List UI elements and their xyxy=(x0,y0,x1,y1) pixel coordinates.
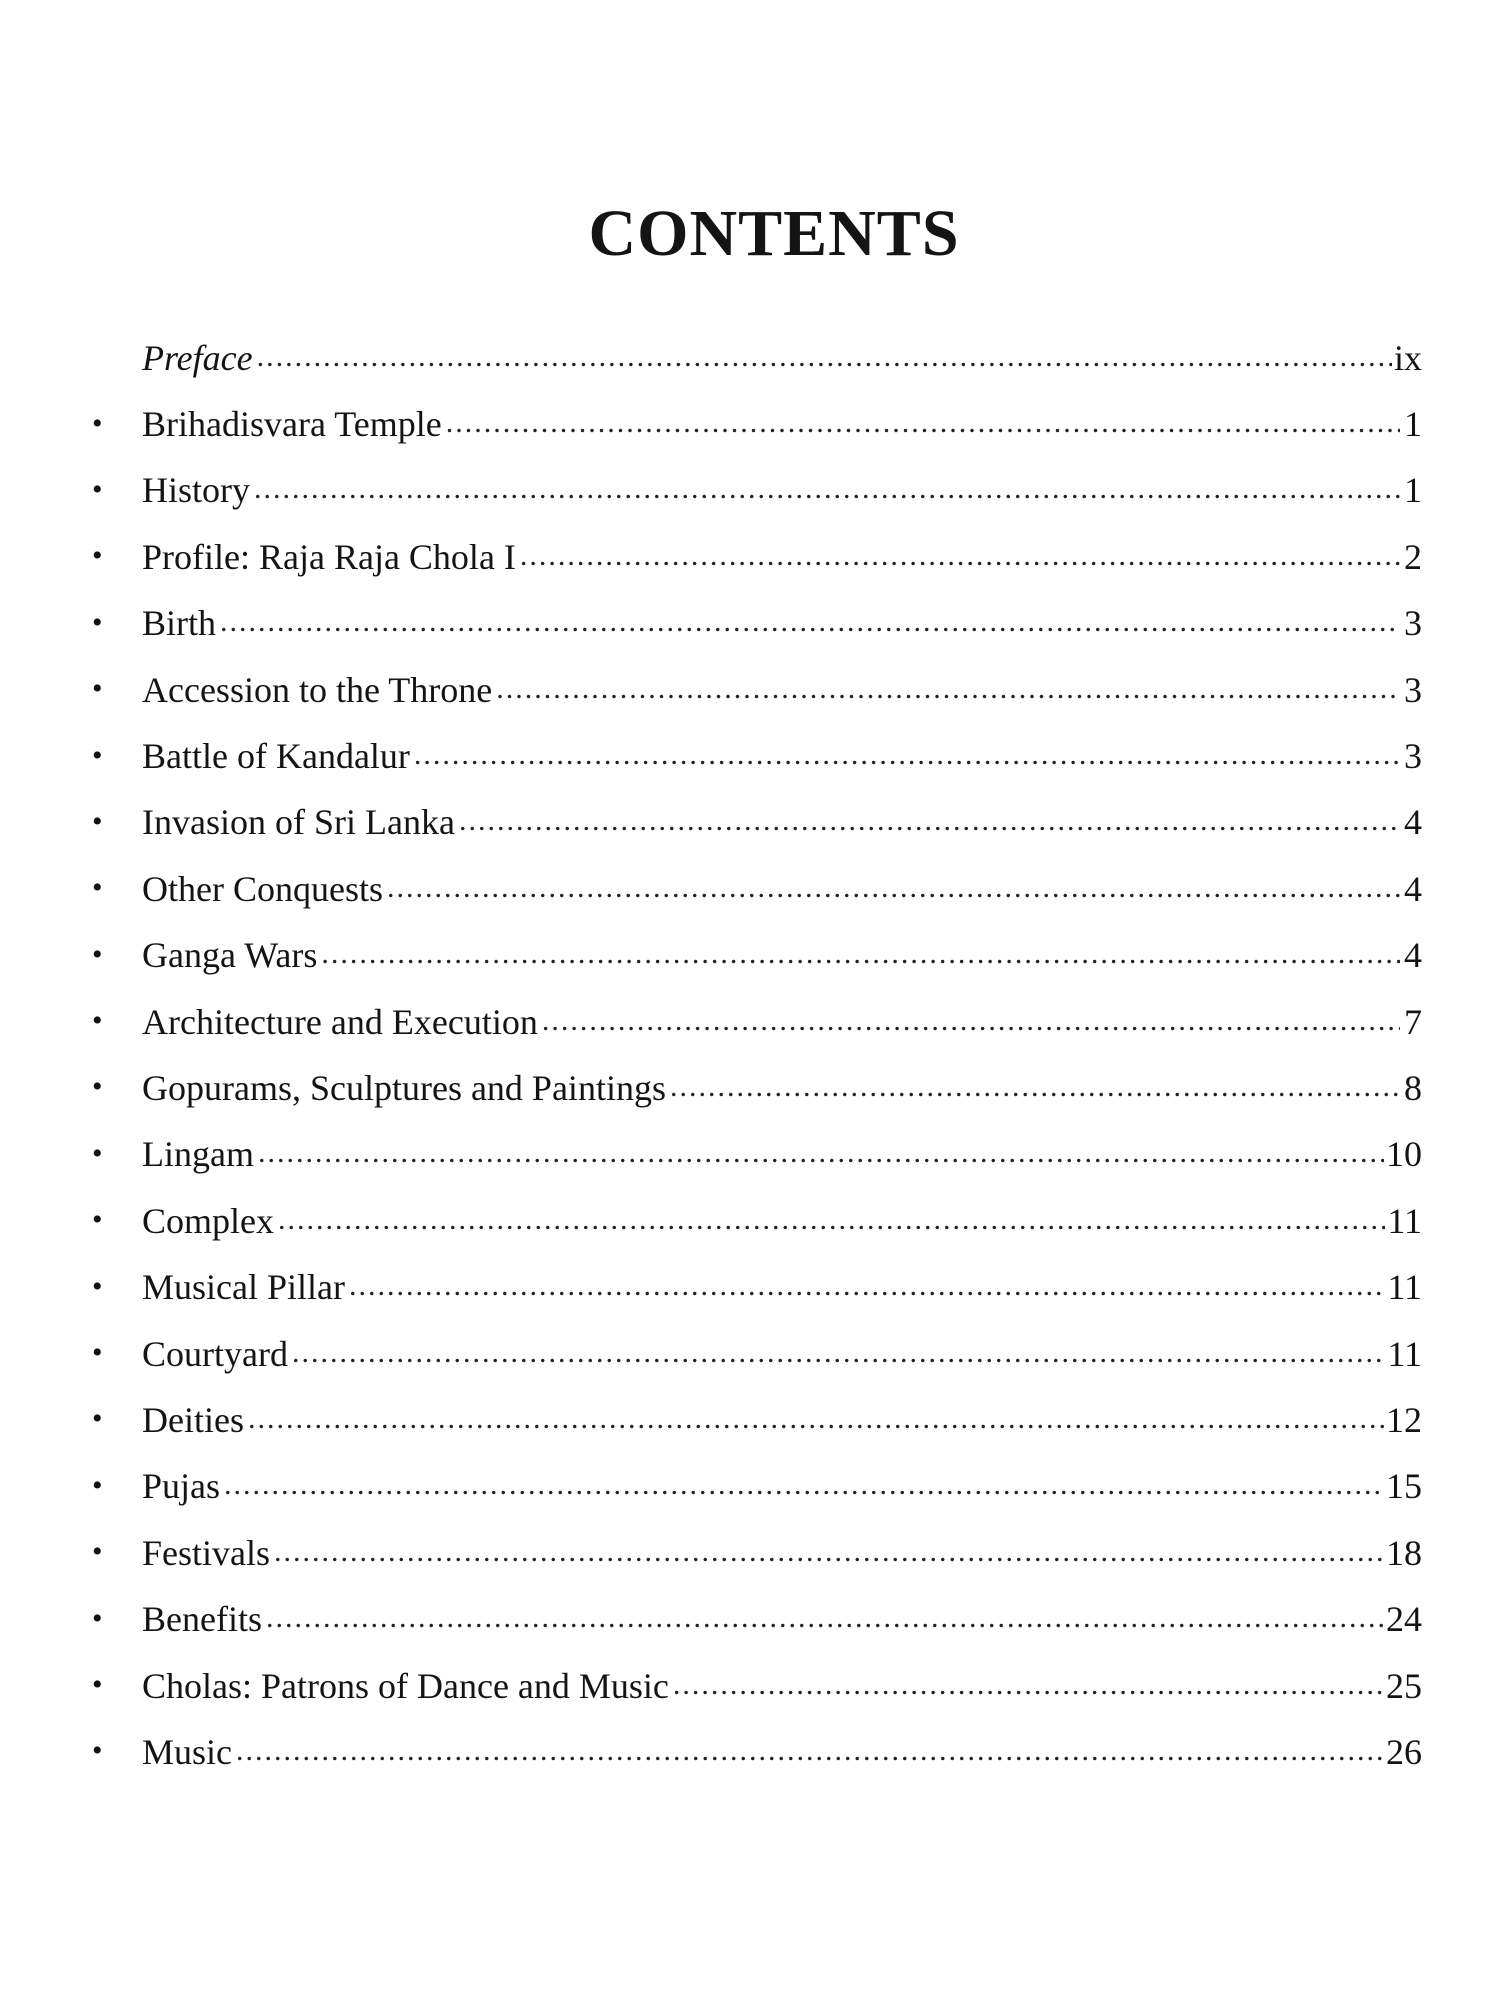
toc-entry-gopurams[interactable] xyxy=(92,1056,1422,1122)
toc-entry-label: Music xyxy=(142,1731,232,1772)
bullet-icon: • xyxy=(92,804,103,838)
toc-entry-content xyxy=(142,1201,1422,1244)
dot-leader xyxy=(459,801,1400,841)
toc-entry-music[interactable] xyxy=(92,1720,1422,1786)
bullet-icon: • xyxy=(92,1402,103,1436)
toc-entry-page: 11 xyxy=(1387,1267,1422,1308)
bullet-icon: • xyxy=(92,1468,103,1502)
bullet-icon: • xyxy=(92,472,103,506)
bullet-icon: • xyxy=(92,672,103,706)
dot-leader xyxy=(292,1333,1385,1373)
dot-leader xyxy=(446,403,1400,443)
toc-entry-label: Musical Pillar xyxy=(142,1267,345,1308)
bullet-icon: • xyxy=(92,406,103,440)
dot-leader xyxy=(520,536,1400,576)
toc-entry-content xyxy=(142,869,1422,912)
toc-entry-complex[interactable] xyxy=(92,1189,1422,1255)
toc-entry-label: Birth xyxy=(142,603,217,644)
dot-leader xyxy=(673,1665,1384,1705)
toc-entry-label: Battle of Kandalur xyxy=(142,736,410,777)
toc-entry-label: Festivals xyxy=(142,1532,271,1573)
dot-leader xyxy=(414,735,1400,775)
toc-entry-label: Profile: Raja Raja Chola I xyxy=(142,536,516,577)
toc-entry-label: Accession to the Throne xyxy=(142,669,493,710)
toc-entry-content xyxy=(142,1068,1422,1111)
toc-entry-musical-pillar[interactable] xyxy=(92,1255,1422,1321)
toc-entry-history[interactable] xyxy=(92,459,1422,525)
toc-entry-label: Courtyard xyxy=(142,1333,288,1374)
bullet-icon: • xyxy=(92,539,103,573)
toc-entry-label: Architecture and Execution xyxy=(142,1001,538,1042)
toc-entry-page: 15 xyxy=(1386,1466,1422,1507)
toc-entry-label: Gopurams, Sculptures and Paintings xyxy=(142,1067,666,1108)
toc-entry-battle-of-kandalur[interactable] xyxy=(92,724,1422,790)
dot-leader xyxy=(266,1598,1384,1638)
toc-entry-page: 3 xyxy=(1404,669,1422,710)
toc-entry-content xyxy=(142,1599,1422,1642)
toc-entry-page: 7 xyxy=(1404,1001,1422,1042)
toc-entry-benefits[interactable] xyxy=(92,1587,1422,1653)
toc-entry-label: Lingam xyxy=(142,1134,254,1175)
toc-entry-invasion-of-sri-lanka[interactable] xyxy=(92,791,1422,857)
dot-leader xyxy=(248,1399,1384,1439)
toc-entry-content xyxy=(142,1267,1422,1310)
bullet-icon: • xyxy=(92,1535,103,1569)
toc-entry-label: Other Conquests xyxy=(142,868,383,909)
toc-entry-page: 3 xyxy=(1404,603,1422,644)
toc-entry-page: 18 xyxy=(1386,1532,1422,1573)
bullet-icon: • xyxy=(92,1734,103,1768)
dot-leader xyxy=(254,469,1400,509)
toc-entry-page: 24 xyxy=(1386,1599,1422,1640)
bullet-icon: • xyxy=(92,1070,103,1104)
dot-leader xyxy=(274,1532,1384,1572)
toc-entry-page: 1 xyxy=(1404,404,1422,445)
dot-leader xyxy=(278,1200,1385,1240)
toc-entry-content xyxy=(142,670,1422,713)
toc-entry-page: 8 xyxy=(1404,1067,1422,1108)
toc-entry-content xyxy=(142,1666,1422,1709)
toc-entry-cholas-patrons[interactable] xyxy=(92,1654,1422,1720)
bullet-icon: • xyxy=(92,1601,103,1635)
toc-entry-festivals[interactable] xyxy=(92,1521,1422,1587)
toc-entry-content xyxy=(142,935,1422,978)
dot-leader xyxy=(257,337,1392,377)
toc-entry-page: 10 xyxy=(1386,1134,1422,1175)
page-title: CONTENTS xyxy=(588,197,960,271)
toc-entry-birth[interactable] xyxy=(92,592,1422,658)
toc-entry-label: Ganga Wars xyxy=(142,935,318,976)
toc-entry-other-conquests[interactable] xyxy=(92,857,1422,923)
bullet-icon: • xyxy=(92,1269,103,1303)
dot-leader xyxy=(496,669,1400,709)
toc-entry-label: Invasion of Sri Lanka xyxy=(142,802,455,843)
toc-entry-deities[interactable] xyxy=(92,1388,1422,1454)
dot-leader xyxy=(220,602,1400,642)
toc-entry-content xyxy=(142,1400,1422,1443)
toc-entry-page: 2 xyxy=(1404,536,1422,577)
toc-entry-content xyxy=(142,1533,1422,1576)
toc-entry-label: Cholas: Patrons of Dance and Music xyxy=(142,1665,669,1706)
toc-entry-label: Pujas xyxy=(142,1466,221,1507)
toc-entry-content xyxy=(142,1732,1422,1775)
toc-entry-content xyxy=(142,404,1422,447)
toc-entry-page: 11 xyxy=(1387,1333,1422,1374)
toc-entry-content xyxy=(142,338,1422,381)
dot-leader xyxy=(349,1266,1385,1306)
table-of-contents xyxy=(92,326,1422,1787)
dot-leader xyxy=(224,1465,1384,1505)
toc-entry-label: Benefits xyxy=(142,1599,262,1640)
toc-entry-ganga-wars[interactable] xyxy=(92,924,1422,990)
bullet-icon: • xyxy=(92,1004,103,1038)
toc-entry-courtyard[interactable] xyxy=(92,1322,1422,1388)
toc-entry-lingam[interactable] xyxy=(92,1123,1422,1189)
bullet-icon: • xyxy=(92,1336,103,1370)
toc-entry-page: 4 xyxy=(1404,935,1422,976)
toc-entry-preface[interactable] xyxy=(92,326,1422,392)
toc-entry-content xyxy=(142,1134,1422,1177)
toc-entry-label: Preface xyxy=(142,337,253,378)
toc-entry-page: ix xyxy=(1393,337,1422,378)
toc-entry-architecture[interactable] xyxy=(92,990,1422,1056)
bullet-icon: • xyxy=(92,871,103,905)
toc-entry-profile[interactable] xyxy=(92,525,1422,591)
toc-entry-content xyxy=(142,470,1422,513)
toc-entry-content xyxy=(142,537,1422,580)
toc-entry-content xyxy=(142,603,1422,646)
bullet-icon: • xyxy=(92,1203,103,1237)
toc-entry-page: 4 xyxy=(1404,802,1422,843)
toc-entry-content xyxy=(142,1466,1422,1509)
dot-leader xyxy=(542,1001,1400,1041)
toc-entry-content xyxy=(142,1002,1422,1045)
toc-entry-label: Complex xyxy=(142,1200,274,1241)
bullet-icon: • xyxy=(92,1136,103,1170)
toc-entry-accession[interactable] xyxy=(92,658,1422,724)
toc-entry-pujas[interactable] xyxy=(92,1455,1422,1521)
dot-leader xyxy=(670,1067,1400,1107)
dot-leader xyxy=(236,1731,1384,1771)
toc-entry-label: Brihadisvara Temple xyxy=(142,404,442,445)
dot-leader xyxy=(387,868,1400,908)
toc-entry-page: 4 xyxy=(1404,868,1422,909)
toc-entry-content xyxy=(142,736,1422,779)
bullet-icon: • xyxy=(92,738,103,772)
toc-entry-page: 3 xyxy=(1404,736,1422,777)
bullet-icon: • xyxy=(92,937,103,971)
toc-entry-content xyxy=(142,1334,1422,1377)
toc-entry-label: Deities xyxy=(142,1399,244,1440)
toc-entry-page: 25 xyxy=(1386,1665,1422,1706)
toc-entry-page: 1 xyxy=(1404,470,1422,511)
dot-leader xyxy=(321,934,1400,974)
toc-entry-page: 26 xyxy=(1386,1731,1422,1772)
bullet-icon: • xyxy=(92,1668,103,1701)
toc-entry-page: 12 xyxy=(1386,1399,1422,1440)
dot-leader xyxy=(258,1133,1384,1173)
toc-entry-page: 11 xyxy=(1387,1200,1422,1241)
toc-entry-brihadisvara-temple[interactable] xyxy=(92,392,1422,458)
toc-entry-label: History xyxy=(142,470,250,511)
bullet-icon: • xyxy=(92,605,103,639)
toc-entry-content xyxy=(142,802,1422,845)
